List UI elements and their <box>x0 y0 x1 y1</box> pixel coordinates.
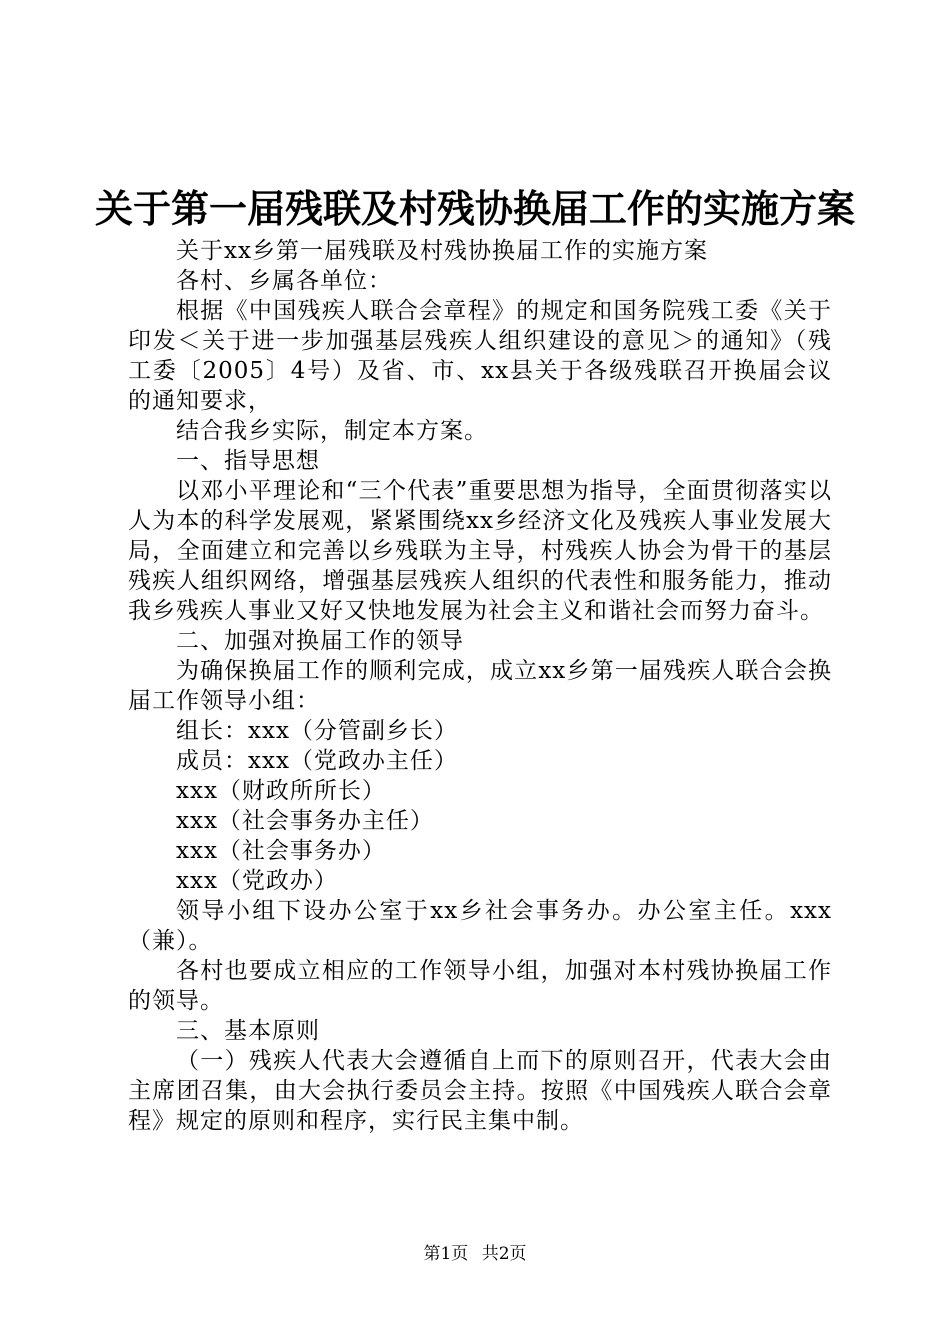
salutation-paragraph: 各村、乡属各单位： <box>176 268 392 294</box>
section-heading: 一、指导思想 <box>176 448 320 474</box>
page-footer <box>0 1242 950 1266</box>
page-total: 共2页 <box>481 1244 527 1264</box>
body-paragraph: 领导小组下设办公室于xx乡社会事务办。办公室主任。xxx（兼）。 <box>128 898 832 954</box>
body-paragraph: 根据《中国残疾人联合会章程》的规定和国务院残工委《关于印发＜关于进一步加强基层残疾人组织建设的意见＞的通知》（残工委〔2005〕4号）及省、市、xx县关于各级残联召开换届会议的通知要求， <box>128 298 832 414</box>
body-paragraph: 各村也要成立相应的工作领导小组，加强对本村残协换届工作的领导。 <box>128 958 832 1014</box>
member-line: 成员：xxx（党政办主任） <box>176 748 458 774</box>
member-line: xxx（社会事务办主任） <box>176 808 434 834</box>
body-paragraph: （一）残疾人代表大会遵循自上而下的原则召开，代表大会由主席团召集，由大会执行委员会主持。按照《中国残疾人联合会章程》规定的原则和程序，实行民主集中制。 <box>128 1048 832 1134</box>
member-line: xxx（社会事务办） <box>176 838 386 864</box>
document-body <box>128 236 832 1136</box>
member-line: 组长：xxx（分管副乡长） <box>176 718 458 744</box>
member-line: xxx（财政所所长） <box>176 778 386 804</box>
body-paragraph: 结合我乡实际，制定本方案。 <box>176 418 488 444</box>
document-title: 关于第一届残联及村残协换届工作的实施方案 <box>94 187 855 231</box>
section-heading: 三、基本原则 <box>176 1018 320 1044</box>
body-paragraph: 为确保换届工作的顺利完成，成立xx乡第一届残疾人联合会换届工作领导小组： <box>128 658 832 714</box>
member-line: xxx（党政办） <box>176 868 338 894</box>
page-number: 第1页 <box>423 1244 469 1264</box>
body-paragraph: 以邓小平理论和“三个代表”重要思想为指导，全面贯彻落实以人为本的科学发展观，紧紧围绕xx乡经济文化及残疾人事业发展大局，全面建立和完善以乡残联为主导，村残疾人协会为骨干的基层残疾人组织网络，增强基层残疾人组织的代表性和服务能力，推动我乡残疾人事业又好又快地发展为社会主义和谐社会而努力奋斗。 <box>128 478 832 624</box>
subtitle-paragraph: 关于xx乡第一届残联及村残协换届工作的实施方案 <box>176 238 708 264</box>
section-heading: 二、加强对换届工作的领导 <box>176 628 464 654</box>
